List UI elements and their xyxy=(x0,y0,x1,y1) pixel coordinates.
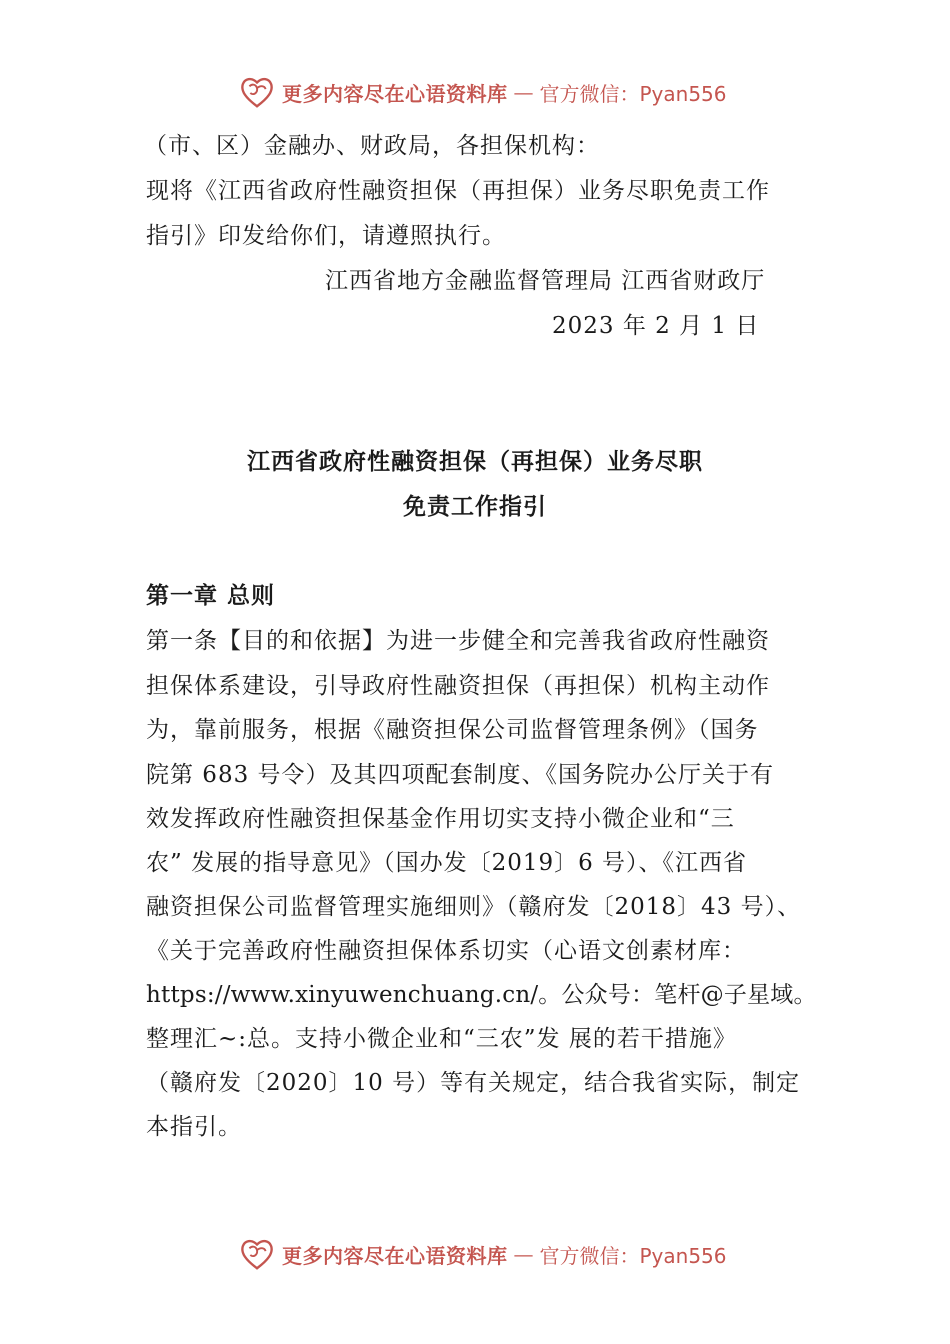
article-line: （赣府发〔2020〕10 号）等有关规定，结合我省实际，制定 xyxy=(146,1070,801,1096)
watermark-brand-text: 更多内容尽在心语资料库 xyxy=(282,1243,508,1268)
article-line: 担保体系建设，引导政府性融资担保（再担保）机构主动作 xyxy=(146,673,770,699)
article-line: 整理汇~:总。支持小微企业和“三农”发 展的若干措施》 xyxy=(146,1026,737,1052)
document-title-line-2: 免责工作指引 xyxy=(403,494,547,520)
notice-issuers: 江西省地方金融监督管理局 江西省财政厅 xyxy=(325,268,766,294)
notice-body-line-2: 指引》印发给你们，请遵照执行。 xyxy=(146,223,506,249)
notice-body-line-1: 现将《江西省政府性融资担保（再担保）业务尽职免责工作 xyxy=(146,178,770,204)
watermark-brand-text: 更多内容尽在心语资料库 xyxy=(282,81,508,106)
heart-swirl-logo-icon xyxy=(238,1235,276,1273)
watermark-dash: — xyxy=(513,80,534,104)
watermark-dash: — xyxy=(513,1242,534,1266)
document-title-line-1: 江西省政府性融资担保（再担保）业务尽职 xyxy=(247,449,703,475)
article-line: https://www.xinyuwenchuang.cn/。公众号：笔杆@子星域。 xyxy=(146,982,817,1008)
article-line: 为，靠前服务，根据《融资担保公司监督管理条例》（国务 xyxy=(146,717,759,743)
watermark-banner-bottom xyxy=(238,1234,727,1274)
notice-recipients: （市、区）金融办、财政局，各担保机构： xyxy=(144,133,600,159)
notice-date: 2023 年 2 月 1 日 xyxy=(552,313,760,339)
article-line: 效发挥政府性融资担保基金作用切实支持小微企业和“三 xyxy=(146,806,735,832)
article-line: 农” 发展的指导意见》（国办发〔2019〕6 号）、《江西省 xyxy=(146,850,748,876)
article-line: 第一条【目的和依据】为进一步健全和完善我省政府性融资 xyxy=(146,628,770,654)
article-line: 《关于完善政府性融资担保体系切实（心语文创素材库： xyxy=(146,938,746,964)
article-line: 本指引。 xyxy=(146,1114,242,1140)
chapter-heading: 第一章 总则 xyxy=(146,583,276,609)
article-line: 融资担保公司监督管理实施细则》（赣府发〔2018〕43 号）、 xyxy=(146,894,802,920)
article-line: 院第 683 号令）及其四项配套制度、《国务院办公厅关于有 xyxy=(146,762,775,788)
watermark-contact-text: 官方微信：Pyan556 xyxy=(539,1243,727,1268)
watermark-banner-top xyxy=(238,72,727,112)
heart-swirl-logo-icon xyxy=(238,73,276,111)
watermark-contact-text: 官方微信：Pyan556 xyxy=(539,81,727,106)
